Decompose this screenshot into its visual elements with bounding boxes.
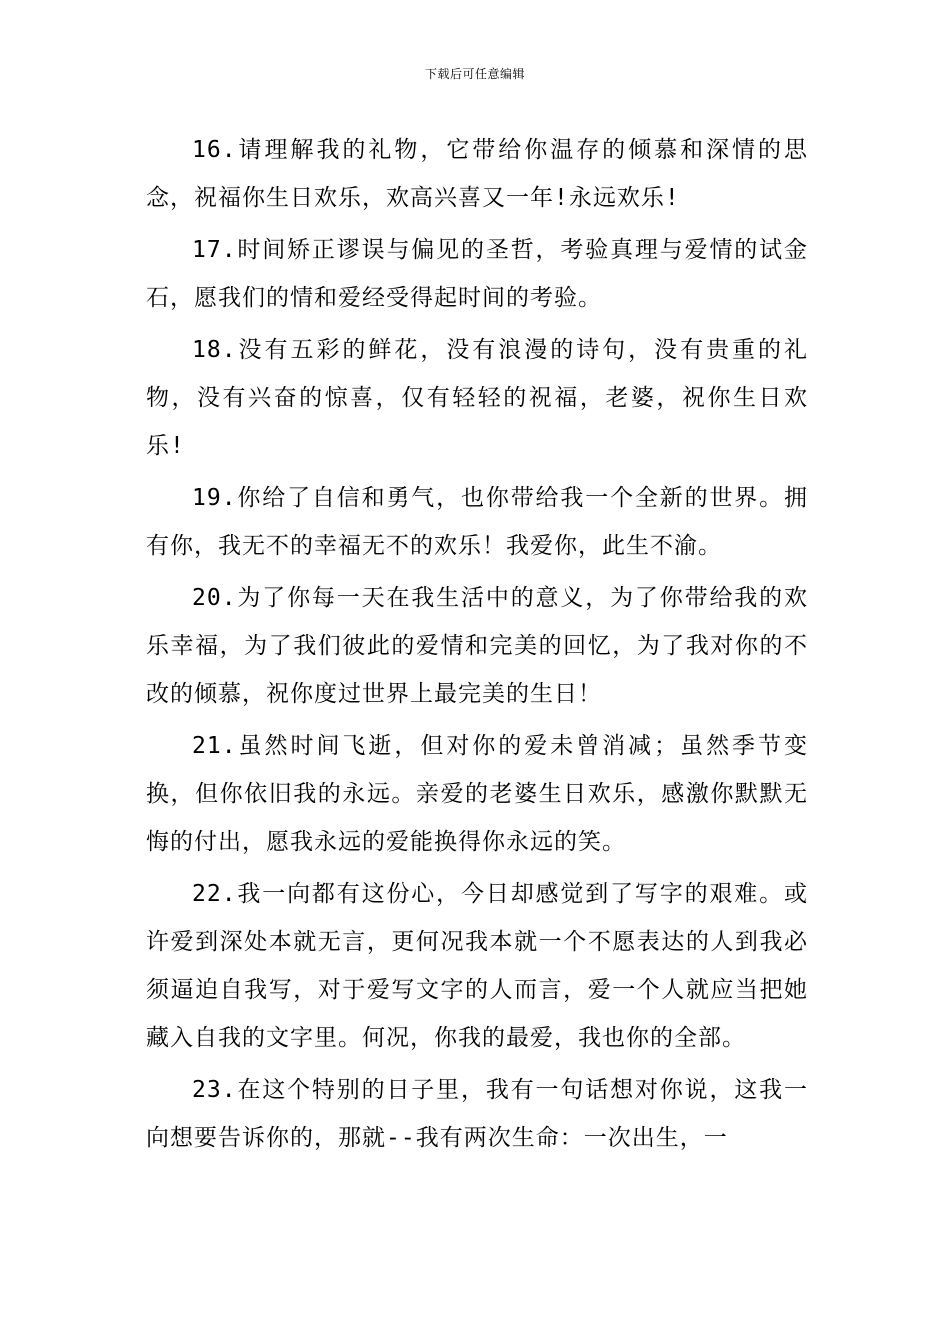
paragraph-17: 17.时间矫正谬误与偏见的圣哲，考验真理与爱情的试金石，愿我们的情和爱经受得起时间的考验。 [146,237,808,311]
document-body [146,126,808,1166]
page-header: 下载后可任意编辑 [424,67,525,81]
paragraph-22: 22.我一向都有这份心，今日却感觉到了写字的艰难。或许爱到深处本就无言，更何况我本就一个不愿表达的人到我必须逼迫自我写，对于爱写文字的人而言，爱一个人就应当把她藏入自我的文字里。何况，你我的最爱，我也你的全部。 [146,881,808,1051]
paragraph-18: 18.没有五彩的鲜花，没有浪漫的诗句，没有贵重的礼物，没有兴奋的惊喜，仅有轻轻的祝福，老婆，祝你生日欢乐! [146,337,808,459]
paragraph-16: 16.请理解我的礼物，它带给你温存的倾慕和深情的思念，祝福你生日欢乐，欢高兴喜又一年!永远欢乐! [146,137,808,211]
paragraph-20: 20.为了你每一天在我生活中的意义，为了你带给我的欢乐幸福，为了我们彼此的爱情和完美的回忆，为了我对你的不改的倾慕，祝你度过世界上最完美的生日！ [146,585,808,707]
paragraph-19: 19.你给了自信和勇气，也你带给我一个全新的世界。拥有你，我无不的幸福无不的欢乐！我爱你，此生不渝。 [146,485,808,559]
paragraph-23: 23.在这个特别的日子里，我有一句话想对你说，这我一向想要告诉你的，那就--我有两次生命：一次出生，一 [146,1077,808,1151]
paragraph-21: 21.虽然时间飞逝，但对你的爱未曾消减；虽然季节变换，但你依旧我的永远。亲爱的老婆生日欢乐，感激你默默无悔的付出，愿我永远的爱能换得你永远的笑。 [146,733,808,855]
